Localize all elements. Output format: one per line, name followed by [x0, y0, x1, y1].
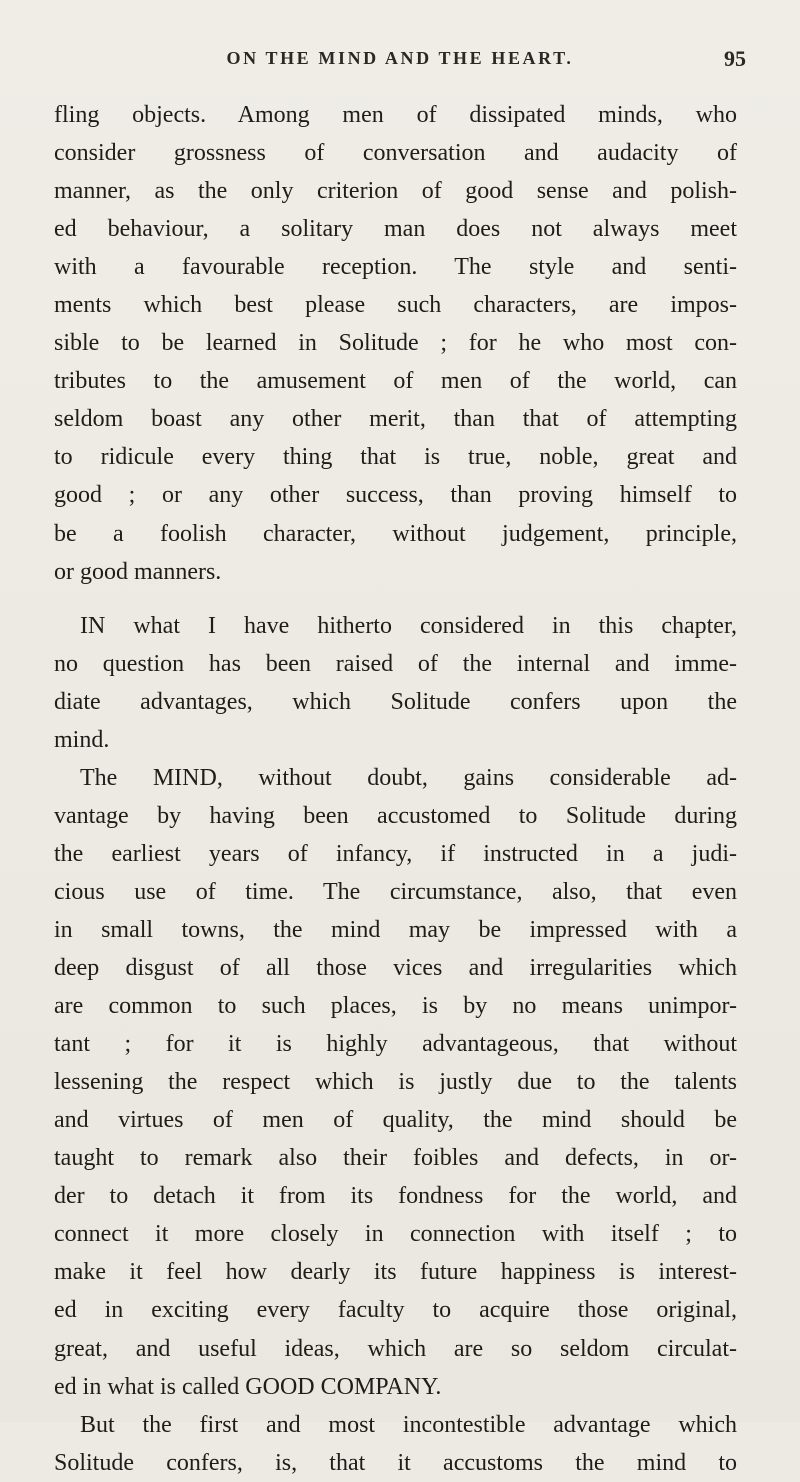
text-line: no question has been raised of the internal and imme-: [54, 650, 737, 677]
text-line: ed behaviour, a solitary man does not always meet: [54, 216, 737, 243]
text-line: tributes to the amusement of men of the world, can: [54, 368, 737, 395]
text-line: manner, as the only criterion of good sense and polish-: [54, 178, 737, 205]
text-line: or good manners.: [54, 558, 222, 585]
text-line: IN what I have hitherto considered in this chapter,: [80, 612, 737, 639]
text-line: in small towns, the mind may be impressed with a: [54, 916, 737, 943]
paragraph-3: [54, 759, 737, 1406]
text-line: good ; or any other success, than proving himself to: [54, 482, 737, 509]
text-line: taught to remark also their foibles and defects, in or-: [54, 1145, 737, 1172]
running-head: [54, 48, 746, 82]
text-line: consider grossness of conversation and audacity of: [54, 140, 737, 167]
text-line: to ridicule every thing that is true, noble, great and: [54, 444, 737, 471]
text-line: deep disgust of all those vices and irregularities which: [54, 955, 737, 982]
text-line: be a foolish character, without judgement, principle,: [54, 520, 737, 547]
text-line: mind.: [54, 726, 110, 753]
text-line: and virtues of men of quality, the mind should be: [54, 1107, 737, 1134]
text-line: fling objects. Among men of dissipated minds, who: [54, 102, 737, 128]
paragraph-1: [54, 96, 737, 591]
text-line: vantage by having been accustomed to Solitude during: [54, 802, 737, 829]
text-line: sible to be learned in Solitude ; for he who most con-: [54, 330, 737, 357]
text-line: ments which best please such characters, are impos-: [54, 292, 737, 319]
page-number: 95: [724, 46, 746, 71]
text-line: Solitude confers, is, that it accustoms the mind to: [54, 1449, 737, 1476]
text-line: great, and useful ideas, which are so seldom circulat-: [54, 1335, 737, 1362]
body-text: [54, 96, 737, 1482]
text-line: diate advantages, which Solitude confers upon the: [54, 688, 737, 715]
text-line: ed in what is called GOOD COMPANY.: [54, 1373, 442, 1400]
text-line: make it feel how dearly its future happiness is interest-: [54, 1259, 737, 1286]
text-line: der to detach it from its fondness for the world, and: [54, 1183, 737, 1210]
running-title: ON THE MIND AND THE HEART.: [226, 48, 574, 68]
text-line: The MIND, without doubt, gains considerable ad-: [80, 764, 737, 791]
paragraph-gap: [54, 591, 737, 607]
text-line: ed in exciting every faculty to acquire those original,: [54, 1297, 737, 1324]
text-line: with a favourable reception. The style and senti-: [54, 254, 737, 281]
text-line: seldom boast any other merit, than that of attempting: [54, 406, 737, 433]
text-line: the earliest years of infancy, if instructed in a judi-: [54, 840, 737, 867]
text-line: But the first and most incontestible advantage which: [80, 1411, 737, 1438]
text-line: connect it more closely in connection with itself ; to: [54, 1221, 737, 1248]
paragraph-4: [54, 1406, 737, 1482]
text-line: tant ; for it is highly advantageous, that without: [54, 1031, 737, 1058]
text-line: cious use of time. The circumstance, also, that even: [54, 878, 737, 905]
text-line: are common to such places, is by no means unimpor-: [54, 993, 737, 1020]
text-line: lessening the respect which is justly due to the talents: [54, 1069, 737, 1096]
paragraph-2: [54, 607, 737, 759]
